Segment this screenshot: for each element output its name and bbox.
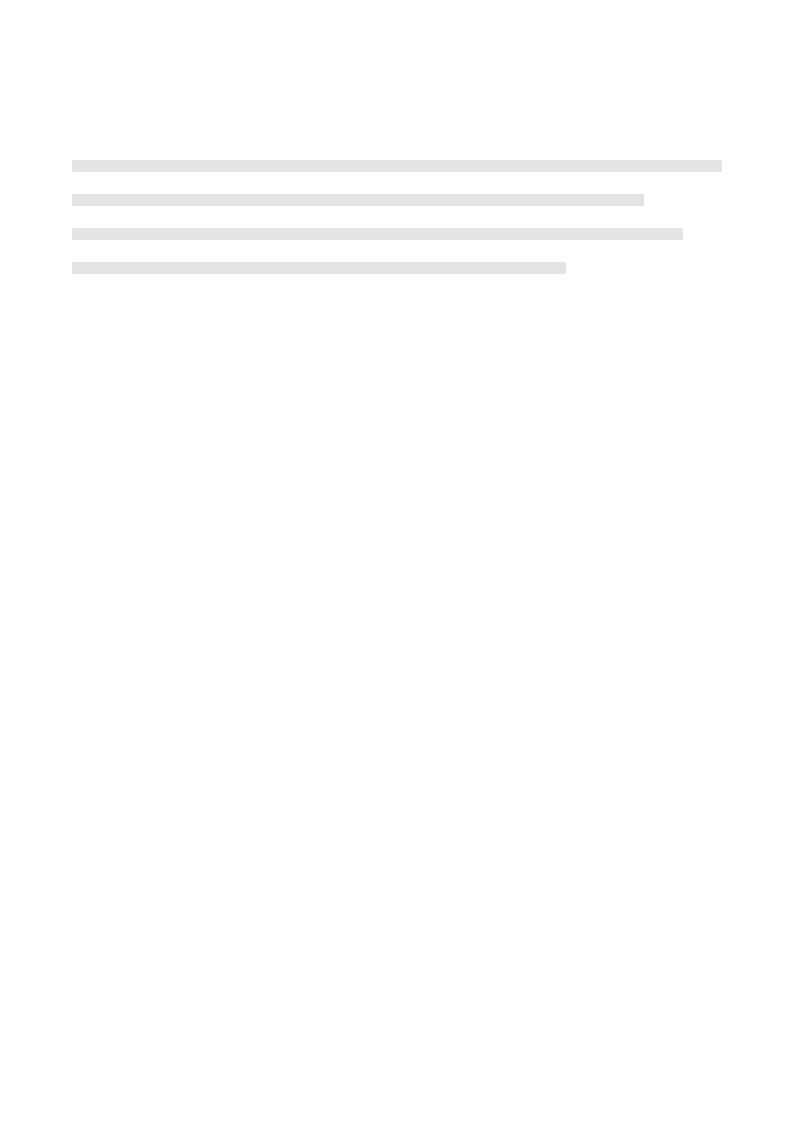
text-line-placeholder bbox=[72, 160, 722, 172]
text-line-placeholder bbox=[72, 262, 566, 274]
text-line-placeholder bbox=[72, 228, 683, 240]
text-line-placeholder bbox=[72, 194, 644, 206]
content-placeholder bbox=[72, 160, 722, 540]
